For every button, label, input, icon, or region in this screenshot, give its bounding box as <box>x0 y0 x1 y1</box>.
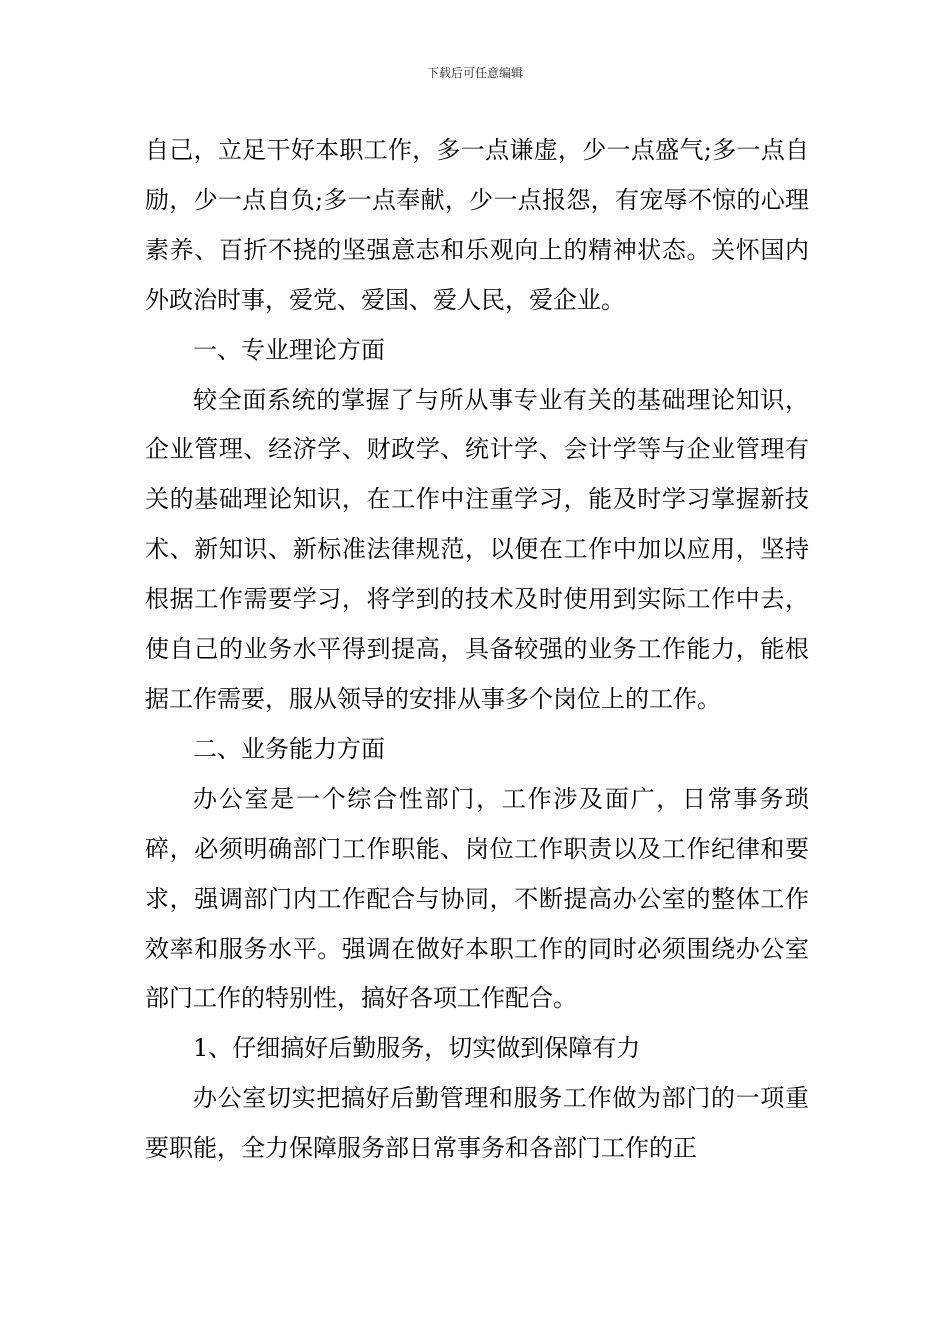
document-body <box>145 126 809 1174</box>
paragraph-theory: 较全面系统的掌握了与所从事专业有关的基础理论知识，企业管理、经济学、财政学、统计学、会计学等与企业管理有关的基础理论知识，在工作中注重学习，能及时学习掌握新技术、新知识、新标准法律规范，以便在工作中加以应用，坚持根据工作需要学习，将学到的技术及时使用到实际工作中去，使自己的业务水平得到提高，具备较强的业务工作能力，能根据工作需要，服从领导的安排从事多个岗位上的工作。 <box>145 385 809 713</box>
subsection-heading-logistics: 1、仔细搞好后勤服务，切实做到保障有力 <box>193 1034 641 1063</box>
section-heading-theory: 一、专业理论方面 <box>193 335 385 364</box>
paragraph-ability: 办公室是一个综合性部门，工作涉及面广，日常事务琐碎，必须明确部门工作职能、岗位工作职责以及工作纪律和要求，强调部门内工作配合与协同，不断提高办公室的整体工作效率和服务水平。强调在做好本职工作的同时必须围绕办公室部门工作的特别性，搞好各项工作配合。 <box>145 784 809 1013</box>
paragraph-logistics: 办公室切实把搞好后勤管理和服务工作做为部门的一项重要职能，全力保障服务部日常事务和各部门工作的正 <box>145 1084 809 1163</box>
paragraph-continuation: 自己，立足干好本职工作，多一点谦虚，少一点盛气;多一点自励，少一点自负;多一点奉献，少一点报怨，有宠辱不惊的心理素养、百折不挠的坚强意志和乐观向上的精神状态。关怀国内外政治时事，爱党、爱国、爱人民，爱企业。 <box>145 136 809 314</box>
page-header: 下载后可任意编辑 <box>426 66 523 80</box>
section-heading-ability: 二、业务能力方面 <box>193 734 385 763</box>
